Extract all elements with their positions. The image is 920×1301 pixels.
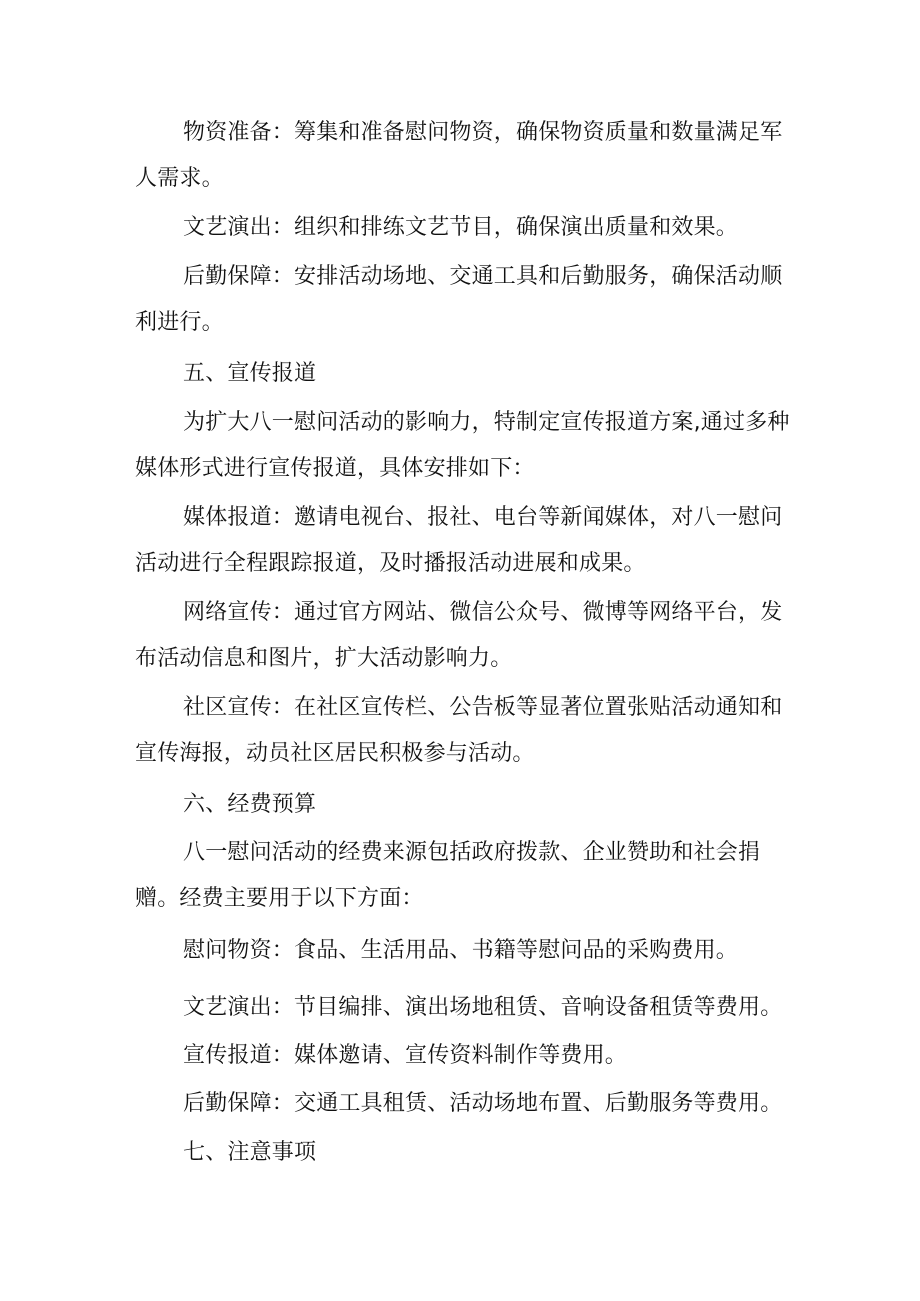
paragraph-publicity-intro: 为扩大八一慰问活动的影响力，特制定宣传报道方案,通过多种媒体形式进行宣传报道，具体安排如下： (135, 410, 790, 481)
paragraph-community-publicity: 社区宣传：在社区宣传栏、公告板等显著位置张贴活动通知和宣传海报，动员社区居民积极参与活动。 (135, 695, 783, 766)
paragraph-budget-logistics: 后勤保障：交通工具租赁、活动场地布置、后勤服务等费用。 (183, 1091, 783, 1116)
paragraph-budget-publicity: 宣传报道：媒体邀请、宣传资料制作等费用。 (183, 1043, 628, 1068)
paragraph-material-prep: 物资准备：筹集和准备慰问物资，确保物资质量和数量满足军人需求。 (135, 120, 783, 191)
section-heading-notes: 七、注意事项 (183, 1140, 317, 1165)
paragraph-performance: 文艺演出：组织和排练文艺节目，确保演出质量和效果。 (183, 215, 739, 240)
paragraph-budget-intro: 八一慰问活动的经费来源包括政府拨款、企业赞助和社会捐赠。经费主要用于以下方面： (135, 840, 761, 911)
paragraph-budget-supplies: 慰问物资：食品、生活用品、书籍等慰问品的采购费用。 (183, 938, 739, 963)
section-heading-budget: 六、经费预算 (183, 792, 317, 817)
section-heading-publicity: 五、宣传报道 (183, 361, 317, 386)
paragraph-online-publicity: 网络宣传：通过官方网站、微信公众号、微博等网络平台，发布活动信息和图片，扩大活动影响力。 (135, 600, 783, 671)
paragraph-media-report: 媒体报道：邀请电视台、报社、电台等新闻媒体，对八一慰问活动进行全程跟踪报道，及时播报活动进展和成果。 (135, 505, 783, 576)
paragraph-logistics: 后勤保障：安排活动场地、交通工具和后勤服务，确保活动顺利进行。 (135, 264, 783, 335)
paragraph-budget-performance: 文艺演出：节目编排、演出场地租赁、音响设备租赁等费用。 (183, 995, 783, 1020)
